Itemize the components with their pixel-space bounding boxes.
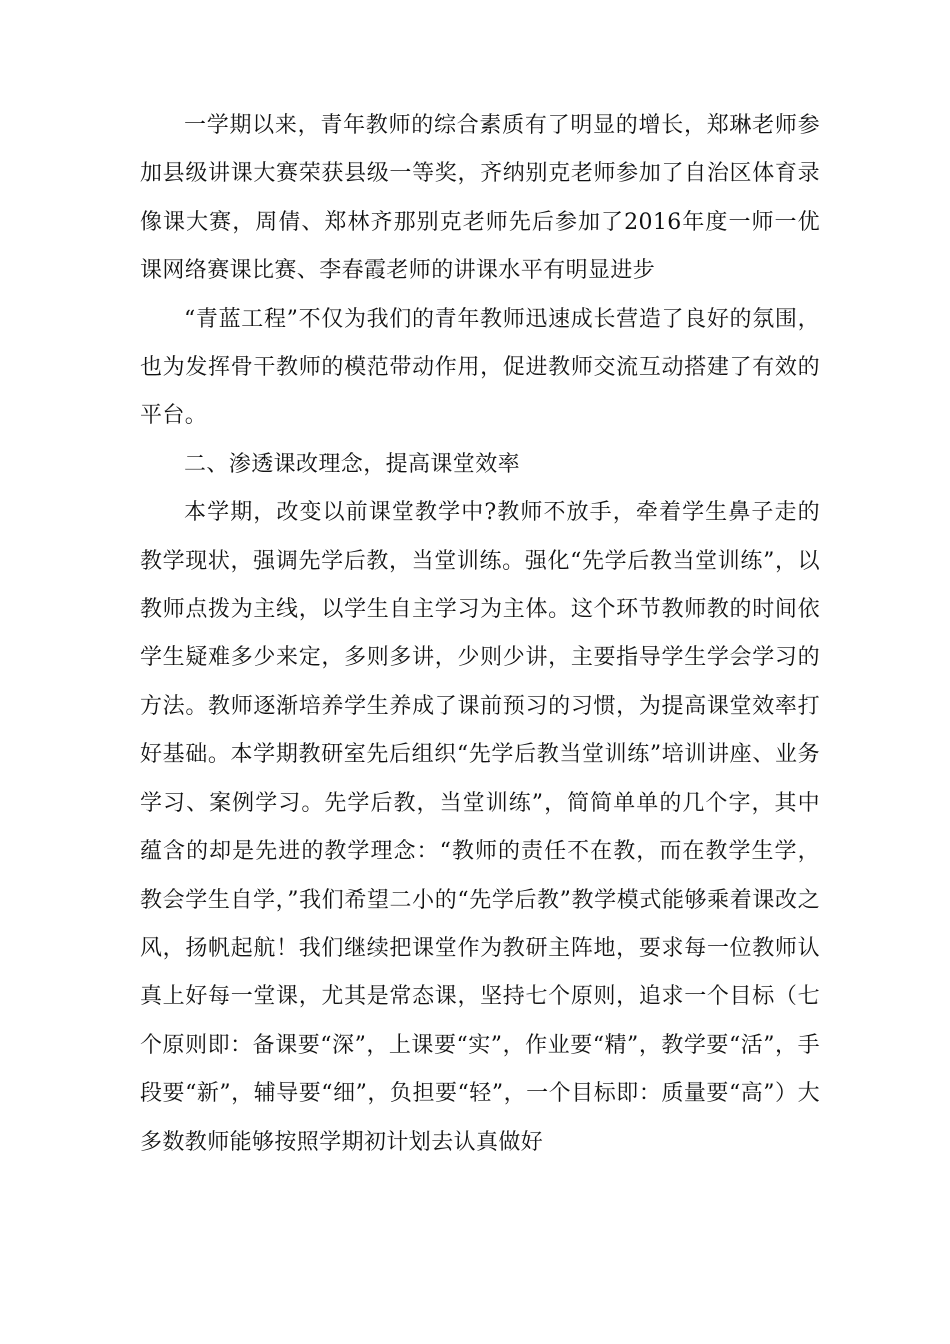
document-body bbox=[140, 102, 820, 1167]
section-heading: 二、渗透课改理念，提高课堂效率 bbox=[184, 451, 521, 477]
paragraph-classroom-reform: 本学期，改变以前课堂教学中?教师不放手，牵着学生鼻子走的教学现状，强调先学后教，当堂训练。强化“先学后教当堂训练”，以教师点拨为主线，以学生自主学习为主体。这个环节教师教的时间依学生疑难多少来定，多则多讲，少则少讲，主要指导学生学会学习的方法。教师逐渐培养学生养成了课前预习的习惯，为提高课堂效率打好基础。本学期教研室先后组织“先学后教当堂训练”培训讲座、业务学习、案例学习。先学后教，当堂训练”，简简单单的几个字，其中蕴含的却是先进的教学理念：“教师的责任不在教，而在教学生学，教会学生自学，”我们希望二小的“先学后教”教学模式能够乘着课改之风，扬帆起航！我们继续把课堂作为教研主阵地，要求每一位教师认真上好每一堂课，尤其是常态课，坚持七个原则，追求一个目标（七个原则即：备课要“深”，上课要“实”，作业要“精”，教学要“活”，手段要“新”，辅导要“细”，负担要“轻”，一个目标即：质量要“高”）大多数教师能够按照学期初计划去认真做好 bbox=[140, 500, 820, 1155]
paragraph-qinglan-project: “青蓝工程”不仅为我们的青年教师迅速成长营造了良好的氛围，也为发挥骨干教师的模范带动作用，促进教师交流互动搭建了有效的平台。 bbox=[140, 306, 820, 429]
paragraph-teacher-achievements: 一学期以来，青年教师的综合素质有了明显的增长，郑琳老师参加县级讲课大赛荣获县级一等奖，齐纳别克老师参加了自治区体育录像课大赛，周倩、郑林齐那别克老师先后参加了2016年度一师一优课网络赛课比赛、李春霞老师的讲课水平有明显进步 bbox=[140, 113, 820, 284]
